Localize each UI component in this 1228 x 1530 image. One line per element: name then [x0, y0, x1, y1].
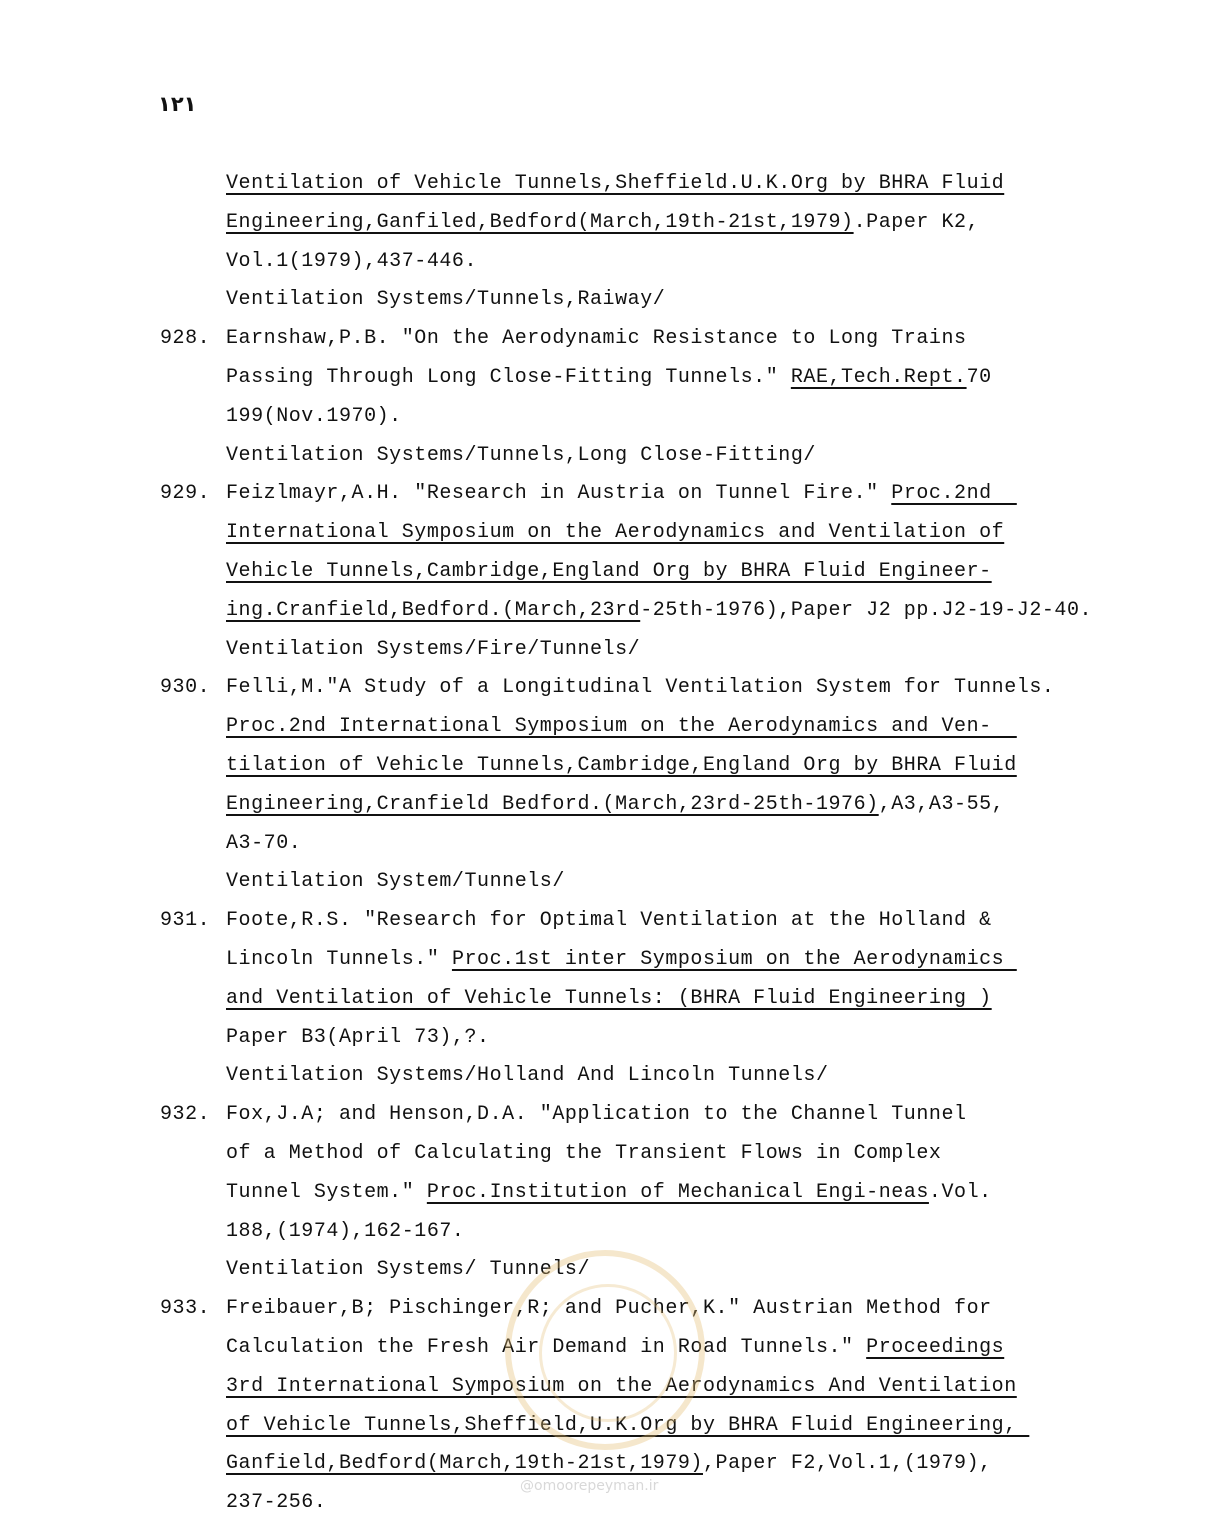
entry-line	[226, 250, 477, 274]
citation-text: 199(Nov.1970).	[226, 404, 402, 428]
citation-text: Ventilation Systems/Tunnels,Long Close-Fitting/	[226, 443, 816, 467]
citation-text: 70	[966, 366, 992, 389]
entry-line	[226, 715, 1017, 739]
underlined-citation-text: Engineering,Cranfield Bedford.(March,23rd-25th-1976)	[226, 792, 879, 816]
entry-number: 933.	[160, 1297, 211, 1321]
entry-line	[226, 521, 1004, 545]
citation-text: Passing Through Long Close-Fitting Tunnels."	[226, 366, 791, 389]
entry-line	[226, 172, 1004, 196]
entry-line	[226, 1258, 590, 1282]
citation-text: A3-70.	[226, 831, 302, 855]
underlined-citation-text: Vehicle Tunnels,Cambridge,England Org by BHRA Fluid Engineer-	[226, 560, 992, 583]
citation-text: Fox,J.A; and Henson,D.A. "Application to the Channel Tunnel	[226, 1103, 967, 1127]
underlined-citation-text: Proc.2nd	[891, 482, 1017, 506]
citation-text: Tunnel System."	[226, 1180, 427, 1204]
entry-line	[226, 444, 816, 468]
underlined-citation-text: of Vehicle Tunnels,Sheffield,U.K.Org by BHRA Fluid Engineering,	[226, 1413, 1030, 1437]
citation-text: Ventilation Systems/Tunnels,Raiway/	[226, 288, 666, 312]
citation-text: ,Paper F2,Vol.1,(1979),	[702, 1452, 992, 1476]
entry-line	[226, 1297, 992, 1321]
citation-text: Freibauer,B; Pischinger,R; and Pucher,K." Austrian Method for	[226, 1297, 992, 1321]
entry-line	[226, 327, 967, 351]
citation-text: .Vol.	[928, 1180, 992, 1204]
entry-line	[226, 560, 992, 584]
entry-number: 929.	[160, 482, 211, 506]
citation-text: Ventilation Systems/Fire/Tunnels/	[226, 637, 641, 661]
entry-line	[226, 909, 992, 933]
citation-text: Earnshaw,P.B. "On the Aerodynamic Resistance to Long Trains	[226, 327, 967, 351]
entry-line	[226, 1491, 326, 1515]
entry-line	[226, 793, 1004, 817]
watermark-text: @omoorepeyman.ir	[520, 1478, 659, 1494]
citation-text: 237-256.	[226, 1491, 327, 1515]
underlined-citation-text: International Symposium on the Aerodynamics and Ventilation of	[226, 521, 1005, 545]
citation-text: .Paper K2,	[853, 210, 980, 234]
citation-text: Felli,M."A Study of a Longitudinal Ventilation System for Tunnels.	[226, 676, 1055, 700]
underlined-citation-text: Engineering,Ganfiled,Bedford(March,19th-21st,1979)	[226, 210, 854, 234]
underlined-citation-text: Proc.1st inter Symposium on the Aerodynamics	[451, 948, 1017, 971]
underlined-citation-text: and Ventilation of Vehicle Tunnels: (BHRA Fluid Engineering )	[226, 986, 992, 1010]
entry-line	[226, 987, 992, 1011]
entry-line	[226, 676, 1054, 700]
citation-text: Ventilation Systems/Holland And Lincoln Tunnels/	[226, 1064, 829, 1088]
citation-text: -25th-1976),Paper J2 pp.J2-19-J2-40.	[640, 598, 1093, 622]
citation-text: Paper B3(April 73),?.	[226, 1025, 490, 1049]
entry-line	[226, 211, 979, 235]
entry-line	[226, 1375, 1017, 1399]
entry-line	[226, 870, 565, 894]
entry-line	[226, 288, 665, 312]
underlined-citation-text: Ventilation of Vehicle Tunnels,Sheffield.U.K.Org by BHRA Fluid	[226, 172, 1005, 195]
citation-text: ,A3,A3-55,	[878, 792, 1005, 816]
citation-text: Calculation the Fresh Air Demand in Road Tunnels."	[226, 1336, 867, 1359]
citation-text: 188,(1974),162-167.	[226, 1219, 465, 1243]
entry-line	[226, 1414, 1029, 1438]
underlined-citation-text: Proc.Institution of Mechanical Engi-neas	[426, 1180, 929, 1204]
entry-number: 932.	[160, 1103, 211, 1127]
underlined-citation-text: ing.Cranfield,Bedford.(March,23rd	[226, 598, 641, 622]
underlined-citation-text: Ganfield,Bedford(March,19th-21st,1979)	[226, 1452, 703, 1476]
entry-line	[226, 832, 301, 856]
underlined-citation-text: Proceedings	[866, 1336, 1005, 1359]
entry-line	[226, 754, 1017, 778]
citation-text: Ventilation System/Tunnels/	[226, 870, 565, 894]
entry-line	[226, 366, 992, 390]
citation-text: of a Method of Calculating the Transient Flows in Complex	[226, 1142, 942, 1165]
underlined-citation-text: RAE,Tech.Rept.	[790, 366, 967, 389]
entry-line	[226, 482, 1017, 506]
page-number: ١٢١	[158, 92, 197, 116]
entry-number: 928.	[160, 327, 211, 351]
entry-number: 931.	[160, 909, 211, 933]
underlined-citation-text: Proc.2nd International Symposium on the Aerodynamics and Ven-	[226, 715, 1017, 739]
entry-number: 930.	[160, 676, 211, 700]
citation-text: Feizlmayr,A.H. "Research in Austria on Tunnel Fire."	[226, 482, 892, 506]
underlined-citation-text: tilation of Vehicle Tunnels,Cambridge,England Org by BHRA Fluid	[226, 754, 1017, 777]
entry-line	[226, 1026, 490, 1050]
entry-line	[226, 1336, 1004, 1360]
entry-line	[226, 948, 1017, 972]
citation-text: Ventilation Systems/ Tunnels/	[226, 1258, 591, 1282]
entry-line	[226, 1452, 992, 1476]
citation-text: Foote,R.S. "Research for Optimal Ventilation at the Holland &	[226, 909, 992, 933]
entry-line	[226, 599, 1092, 623]
underlined-citation-text: 3rd International Symposium on the Aerodynamics And Ventilation	[226, 1374, 1017, 1398]
entry-line	[226, 1181, 992, 1205]
entry-line	[226, 405, 402, 429]
citation-text: Lincoln Tunnels."	[226, 948, 452, 971]
entry-line	[226, 1103, 967, 1127]
citation-text: Vol.1(1979),437-446.	[226, 249, 478, 273]
entry-line	[226, 1064, 829, 1088]
entry-line	[226, 1142, 941, 1166]
entry-line	[226, 1220, 465, 1244]
entry-line	[226, 638, 640, 662]
